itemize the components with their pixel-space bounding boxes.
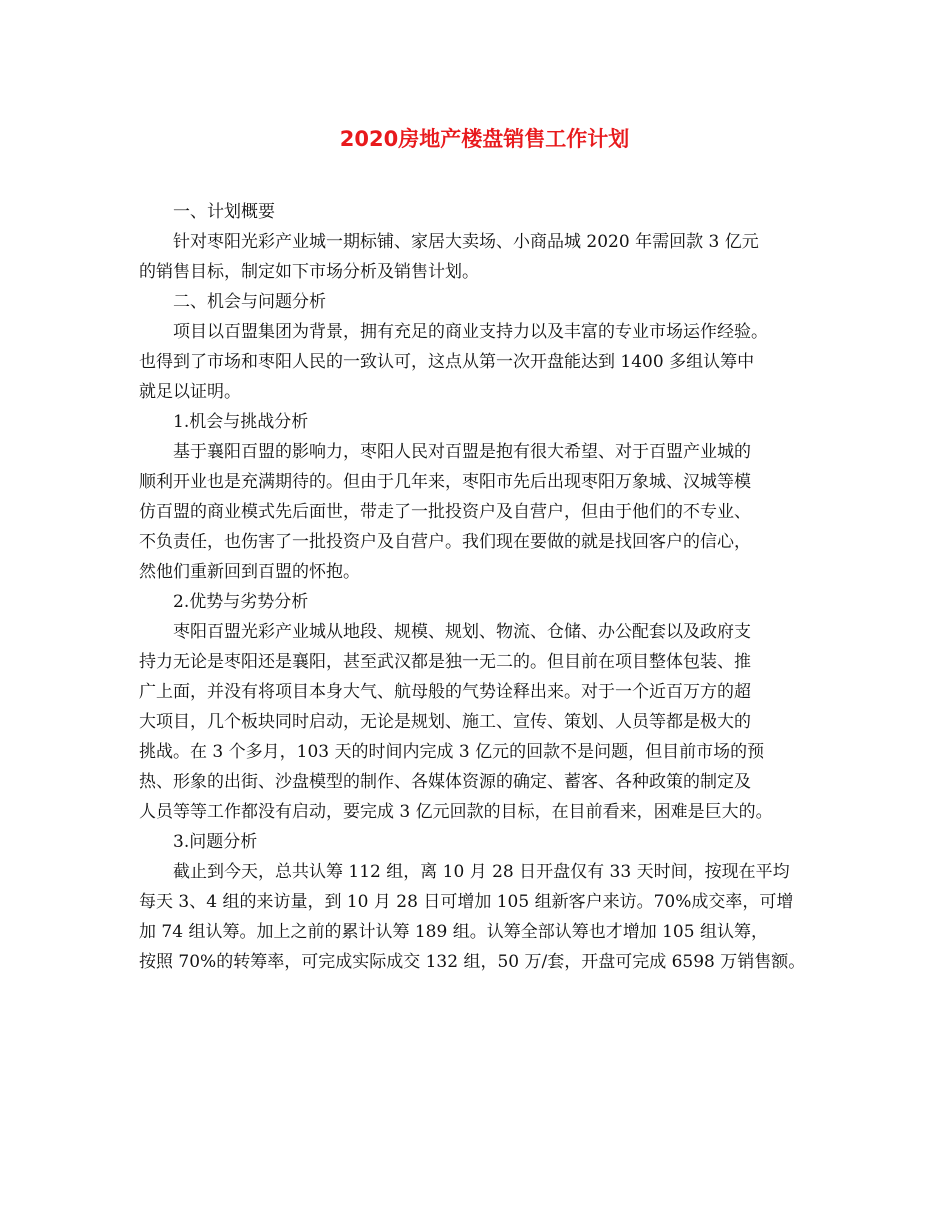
body-text-line: 顺利开业也是充满期待的。但由于几年来，枣阳市先后出现枣阳万象城、汉城等模	[139, 472, 751, 492]
body-text-line: 大项目，几个板块同时启动，无论是规划、施工、宣传、策划、人员等都是极大的	[139, 712, 751, 732]
body-text-line: 仿百盟的商业模式先后面世，带走了一批投资户及自营户，但由于他们的不专业、	[139, 502, 751, 522]
body-text-line: 2.优势与劣势分析	[173, 592, 309, 612]
body-text-line: 也得到了市场和枣阳人民的一致认可，这点从第一次开盘能达到 1400 多组认筹中	[139, 352, 755, 372]
body-text-line: 人员等等工作都没有启动，要完成 3 亿元回款的目标，在目前看来，困难是巨大的。	[139, 802, 773, 822]
body-text-line: 基于襄阳百盟的影响力，枣阳人民对百盟是抱有很大希望、对于百盟产业城的	[173, 442, 751, 462]
body-text-line: 针对枣阳光彩产业城一期标铺、家居大卖场、小商品城 2020 年需回款 3 亿元	[173, 232, 759, 252]
document-body	[139, 197, 828, 977]
body-text-line: 3.问题分析	[173, 832, 258, 852]
body-text-line: 广上面，并没有将项目本身大气、航母般的气势诠释出来。对于一个近百万方的超	[139, 682, 751, 702]
body-text-line: 然他们重新回到百盟的怀抱。	[139, 562, 360, 582]
body-text-line: 截止到今天，总共认筹 112 组，离 10 月 28 日开盘仅有 33 天时间，按现在平均	[173, 862, 790, 882]
body-text-line: 二、机会与问题分析	[173, 292, 326, 312]
body-text-line: 枣阳百盟光彩产业城从地段、规模、规划、物流、仓储、办公配套以及政府支	[173, 622, 751, 642]
body-text-line: 就足以证明。	[139, 382, 241, 402]
body-text-line: 挑战。在 3 个多月，103 天的时间内完成 3 亿元的回款不是问题，但目前市场的预	[139, 742, 765, 762]
body-text-line: 项目以百盟集团为背景，拥有充足的商业支持力以及丰富的专业市场运作经验。	[173, 322, 768, 342]
body-text-line: 持力无论是枣阳还是襄阳，甚至武汉都是独一无二的。但目前在项目整体包装、推	[139, 652, 751, 672]
body-text-line: 的销售目标，制定如下市场分析及销售计划。	[139, 262, 479, 282]
body-text-line: 每天 3、4 组的来访量，到 10 月 28 日可增加 105 组新客户来访。70%成交率，可增	[139, 892, 794, 912]
body-text-line: 一、计划概要	[173, 202, 275, 222]
document-title: 2020房地产楼盘销售工作计划	[339, 127, 630, 151]
body-text-line: 热、形象的出街、沙盘模型的制作、各媒体资源的确定、蓄客、各种政策的制定及	[139, 772, 751, 792]
body-text-line: 按照 70%的转筹率，可完成实际成交 132 组，50 万/套，开盘可完成 6598 万销售额。	[139, 952, 806, 972]
body-text-line: 不负责任，也伤害了一批投资户及自营户。我们现在要做的就是找回客户的信心，	[139, 532, 751, 552]
body-text-line: 加 74 组认筹。加上之前的累计认筹 189 组。认筹全部认筹也才增加 105 组认筹，	[139, 922, 768, 942]
body-text-line: 1.机会与挑战分析	[173, 412, 309, 432]
